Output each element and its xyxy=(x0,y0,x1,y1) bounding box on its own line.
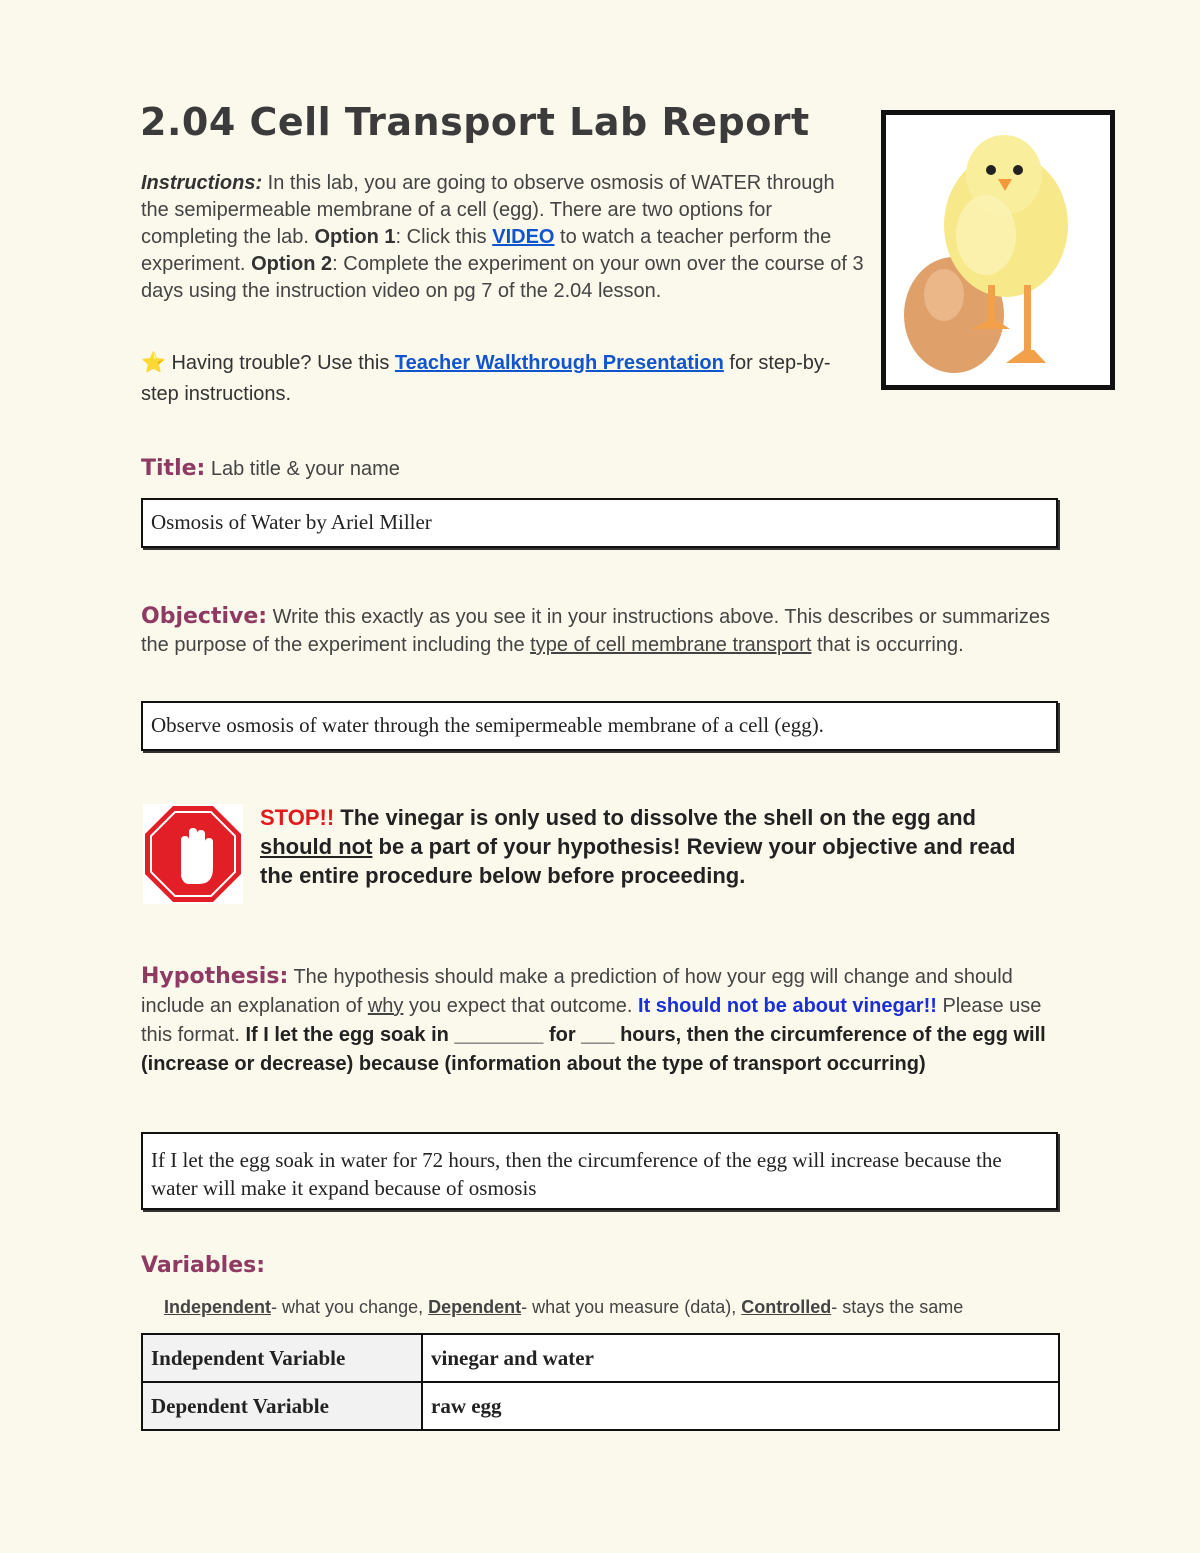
hypothesis-answer-box[interactable]: If I let the egg soak in water for 72 hours, then the circumference of the egg will increase because the water will make it expand because of osmosis xyxy=(141,1132,1058,1210)
stop-warning xyxy=(260,803,1050,890)
objective-text-2: that is occurring. xyxy=(811,634,964,656)
variable-value-cell[interactable]: raw egg xyxy=(422,1382,1059,1430)
variables-table xyxy=(141,1333,1060,1431)
instructions-paragraph xyxy=(141,170,866,305)
hypothesis-label: Hypothesis: xyxy=(141,964,289,989)
title-prompt: Lab title & your name xyxy=(205,458,400,480)
variables-label: Variables: xyxy=(141,1253,266,1278)
trouble-text-1: Having trouble? Use this xyxy=(165,352,395,374)
stop-label: STOP!! xyxy=(260,805,335,830)
table-row xyxy=(142,1334,1059,1382)
variable-value-cell[interactable]: vinegar and water xyxy=(422,1334,1059,1382)
stop-text-1: The vinegar is only used to dissolve the shell on the egg and xyxy=(334,805,976,830)
instructions-text-3: to watch a teacher perform the experiment. xyxy=(141,226,832,275)
variables-text-2: - what you measure (data), xyxy=(521,1297,742,1317)
instructions-text-2: : Click this xyxy=(395,226,493,248)
title-label: Title: xyxy=(141,456,206,481)
star-icon: ⭐ xyxy=(141,352,166,374)
stop-underlined: should not xyxy=(260,834,373,859)
option1-label: Option 1 xyxy=(314,226,396,248)
objective-paragraph xyxy=(141,603,1056,659)
chick-egg-photo xyxy=(881,110,1115,390)
hypothesis-text-1: The hypothesis should make a prediction of how your egg will change and should include an explanation of xyxy=(141,966,1013,1017)
stop-text-2: be a part of your hypothesis! Review your objective and read the entire procedure below before proceeding. xyxy=(260,834,1016,888)
objective-text-1: Write this exactly as you see it in your instructions above. This describes or summarizes the purpose of the experiment including the xyxy=(141,606,1050,656)
objective-answer-box[interactable]: Observe osmosis of water through the semipermeable membrane of a cell (egg). xyxy=(141,701,1058,751)
objective-label: Objective: xyxy=(141,604,268,629)
chick-egg-illustration xyxy=(886,115,1110,385)
hypothesis-text-2: you expect that outcome. xyxy=(403,995,639,1017)
instructions-text-4: : Complete the experiment on your own over the course of 3 days using the instruction video on pg 7 of the 2.04 lesson. xyxy=(141,253,864,302)
title-section-heading xyxy=(141,455,400,483)
table-row xyxy=(142,1382,1059,1430)
trouble-text-2: for step-by-step instructions. xyxy=(141,352,831,405)
hypothesis-why: why xyxy=(367,995,404,1017)
hypothesis-paragraph xyxy=(141,962,1056,1079)
variables-text-1: - what you change, xyxy=(271,1297,429,1317)
hypothesis-format: If I let the egg soak in ________ for ___ hours, then the circumference of the egg will (increase or decrease) because (information about the type of transport occurring) xyxy=(141,1024,1046,1075)
controlled-term: Controlled xyxy=(741,1297,832,1317)
walkthrough-link[interactable]: Teacher Walkthrough Presentation xyxy=(394,352,724,374)
dependent-term: Dependent xyxy=(428,1297,522,1317)
page-title: 2.04 Cell Transport Lab Report xyxy=(140,100,810,144)
instructions-label: Instructions: xyxy=(141,172,263,194)
objective-underlined: type of cell membrane transport xyxy=(530,634,812,656)
variable-label-cell: Independent Variable xyxy=(142,1334,422,1382)
hypothesis-warning: It should not be about vinegar!! xyxy=(638,995,937,1017)
variables-legend xyxy=(164,1297,963,1318)
independent-term: Independent xyxy=(164,1297,271,1317)
variable-label-cell: Dependent Variable xyxy=(142,1382,422,1430)
option2-label: Option 2 xyxy=(251,253,333,275)
instructions-text-1: In this lab, you are going to observe osmosis of WATER through the semipermeable membrane of a cell (egg). There are two options for completing the lab. xyxy=(141,172,835,248)
variables-text-3: - stays the same xyxy=(831,1297,964,1317)
stop-hand-icon xyxy=(143,804,243,904)
trouble-paragraph xyxy=(141,348,866,410)
video-link[interactable]: VIDEO xyxy=(492,226,555,248)
title-answer-box[interactable]: Osmosis of Water by Ariel Miller xyxy=(141,498,1058,548)
hypothesis-text-3: Please use this format. xyxy=(141,995,1042,1046)
